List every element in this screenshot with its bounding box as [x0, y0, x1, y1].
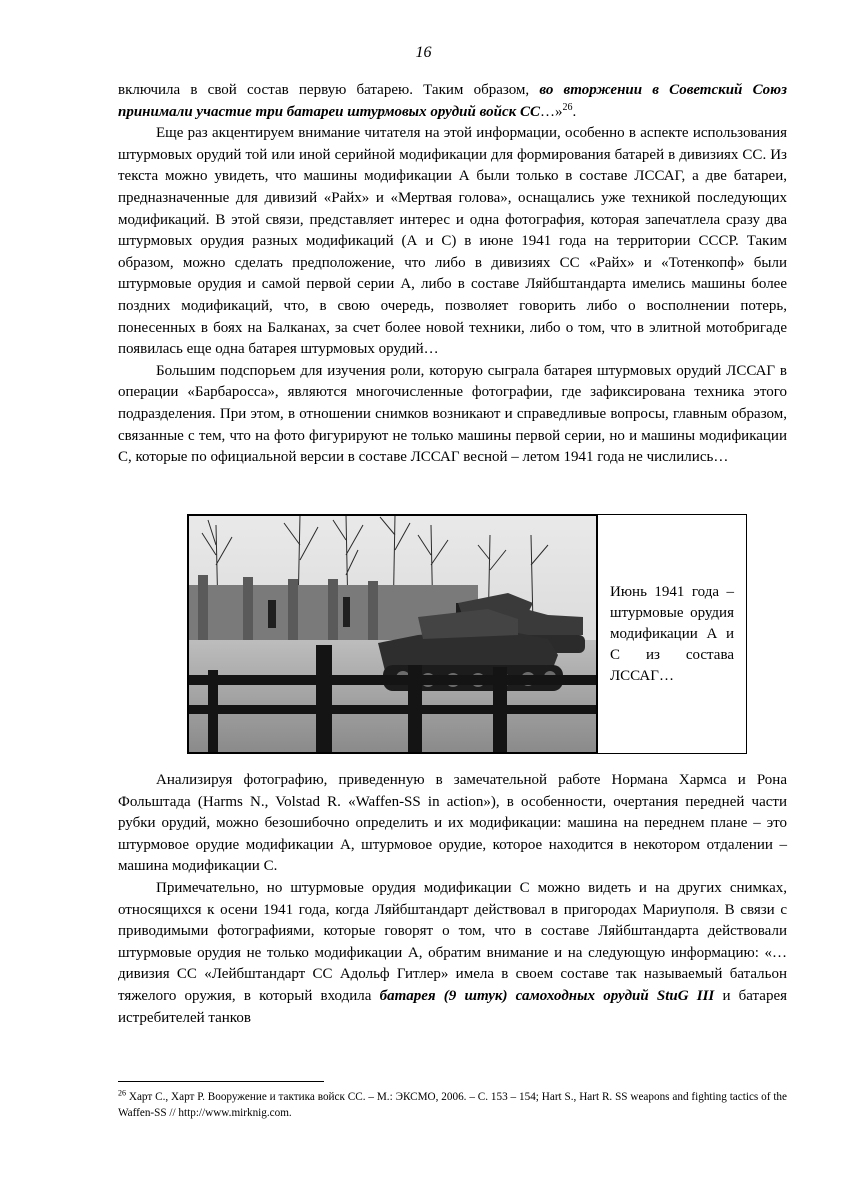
footnote-ref-26[interactable]: 26: [562, 101, 573, 113]
footnote-26: [118, 1089, 787, 1121]
footnote-divider: [118, 1081, 324, 1082]
paragraph-4: Анализируя фотографию, приведенную в замечательной работе Нормана Хармса и Рона Фольштада (Harms N., Volstad R. «Waffen-SS in action»), в особенности, очертания передней части рубки орудий, можно безошибочно определить и их модификации: машина на переднем плане – это штурмовое орудие модификации А, штурмовое орудие, которое находится в некотором отдалении – машина модификации С.: [118, 772, 787, 875]
body-text-top: [118, 80, 787, 469]
para1-quote-end: …»: [540, 103, 563, 120]
para1-period: .: [572, 103, 577, 120]
para1-emphasis: во вторжении в Советский Союз принимали участие три батареи штурмовых орудий войск СС: [118, 82, 787, 120]
figure: [187, 514, 747, 754]
para5-emphasis: батарея (9 штук) самоходных орудий StuG III: [379, 987, 715, 1004]
para1-text: включила в свой состав первую батарею. Таким образом,: [118, 82, 540, 98]
footnote-number: 26: [118, 1088, 126, 1098]
page-number: 16: [415, 44, 432, 61]
paragraph-5: [118, 878, 787, 1029]
paragraph-1: [118, 80, 787, 123]
paragraph-3: Большим подспорьем для изучения роли, которую сыграла батарея штурмовых орудий ЛССАГ в операции «Барбаросса», являются многочисленные фотографии, где зафиксирована техника этого подразделения. При этом, в отношении снимков возникают и справедливые вопросы, главным образом, связанные с тем, что на фото фигурируют не только машины первой серии, но и машины модификации С, которые по официальной версии в составе ЛССАГ весной – летом 1941 года не числились…: [118, 362, 787, 466]
historical-photo: [188, 515, 598, 753]
figure-caption: Июнь 1941 года – штурмовые орудия модификации А и С из состава ЛССАГ…: [610, 583, 734, 684]
para5-text: Примечательно, но штурмовые орудия модификации С можно видеть и на других снимках, относящихся к осени 1941 года, когда Ляйбштандарт действовал в пригородах Мариуполя. В связи с приводимыми фотографиями, которые говорят о том, что в составе Ляйбштандарта действовали штурмовые орудия не только модификации А, обратим внимание и на следующую информацию: «…дивизия СС «Лейбштандарт СС Адольф Гитлер» имела в своем составе так называемый батальон тяжелого оружия, в который входила: [118, 879, 787, 1004]
paragraph-2: Еще раз акцентируем внимание читателя на этой информации, особенно в аспекте использования штурмовых орудий той или иной серийной модификации для формирования батарей в дивизиях СС. Из текста можно увидеть, что машины модификации А были только в составе ЛССАГ, а две батареи, предназначенные для дивизий «Райх» и «Мертвая голова», оснащались уже техникой последующих модификаций. В этой связи, представляет интерес и одна фотография, которая запечатлела сразу два штурмовых орудия разных модификаций (А и С) в июне 1941 года на территории СССР. Таким образом, можно сделать предположение, что либо в дивизиях СС «Райх» и «Тотенкопф» были штурмовые орудия и самой первой серии А, либо в составе Ляйбштандарта имелись машины более поздних модификаций, что, в свою очередь, позволяет говорить либо о восполнении потерь, понесенных в боях на Балканах, за счет более новой техники, либо о том, что в элитной мотобригаде появилась еще одна батарея штурмовых орудий…: [118, 125, 787, 358]
figure-caption-box: [598, 515, 746, 753]
body-text-bottom: [118, 770, 787, 1029]
footnote-text: Харт С., Харт Р. Вооружение и тактика войск СС. – М.: ЭКСМО, 2006. – С. 153 – 154; Hart S., Hart R. SS weapons and fighting tactics of the Waffen-SS // http://www.mirknig.com.: [118, 1091, 787, 1119]
photo-illustration: [188, 515, 597, 753]
para5-text-end: и батарея истребителей танков: [118, 987, 787, 1026]
